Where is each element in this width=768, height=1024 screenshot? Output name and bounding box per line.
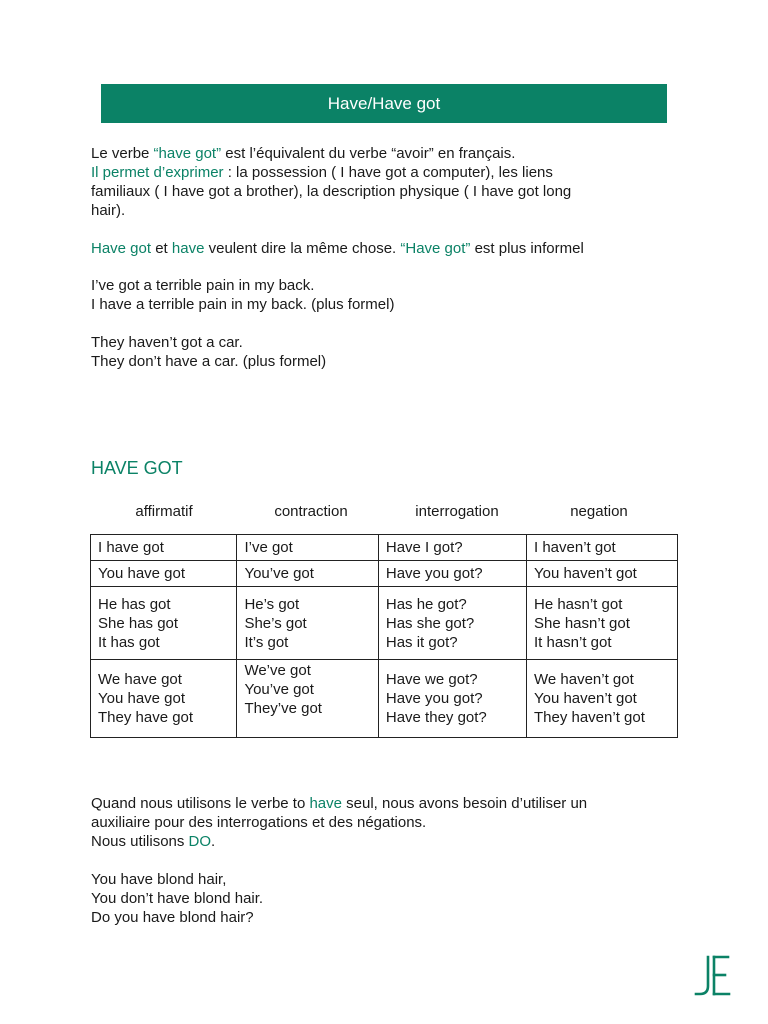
highlight-have-alone: have (309, 795, 342, 812)
example-line: They haven’t got a car. (91, 334, 243, 351)
table-column-headers (91, 503, 678, 523)
table-cell: You haven’t got (526, 561, 677, 587)
table-cell: You’ve got (237, 561, 378, 587)
section-title: HAVE GOT (91, 458, 183, 478)
table-cell: We’ve got You’ve got They’ve got (237, 660, 378, 738)
examples-hair (91, 870, 691, 927)
have-alone-paragraph: Quand nous utilisons le verbe to have seul, nous avons besoin d’utiliser un auxiliaire pour des interrogations et des négations. Nous utilisons DO. (91, 795, 588, 850)
table-row (91, 535, 678, 561)
table-row (91, 561, 678, 587)
highlight-do: DO (188, 833, 212, 850)
table-cell: Has he got? Has she got? Has it got? (378, 587, 526, 660)
table-cell: Have you got? (378, 561, 526, 587)
column-header: negation (570, 503, 628, 520)
table-cell: Have we got? Have you got? Have they got? (378, 660, 526, 738)
highlight-have-got-3: “Have got” (400, 240, 471, 257)
table-cell: I have got (91, 535, 237, 561)
examples-pain (91, 276, 691, 314)
examples-car (91, 333, 691, 371)
table-row (91, 587, 678, 660)
table-row (91, 660, 678, 738)
table-cell: Have I got? (378, 535, 526, 561)
table-cell: You have got (91, 561, 237, 587)
column-header: contraction (274, 503, 348, 520)
table-cell: We have got You have got They have got (91, 660, 237, 738)
table-cell: I’ve got (237, 535, 378, 561)
column-header: affirmatif (135, 503, 193, 520)
table-cell: I haven’t got (526, 535, 677, 561)
example-line: Do you have blond hair? (91, 909, 254, 926)
example-line: I’ve got a terrible pain in my back. (91, 277, 315, 294)
conjugation-table (90, 534, 678, 738)
column-header: interrogation (415, 503, 499, 520)
intro-line-4: hair). (91, 202, 126, 219)
intro-line-2: Il permet d’exprimer : la possession ( I have got a computer), les liens (91, 164, 553, 181)
intro-line-1: Le verbe “have got” est l’équivalent du verbe “avoir” en français. (91, 145, 516, 162)
table-cell: He’s got She’s got It’s got (237, 587, 378, 660)
highlight-permet: Il permet d’exprimer (91, 164, 224, 181)
example-line: I have a terrible pain in my back. (plus formel) (91, 296, 395, 313)
table-cell: We haven’t got You haven’t got They haven’t got (526, 660, 677, 738)
table-cell: He hasn’t got She hasn’t got It hasn’t got (526, 587, 677, 660)
intro-line-3: familiaux ( I have got a brother), la description physique ( I have got long (91, 183, 572, 200)
table-cell: He has got She has got It has got (91, 587, 237, 660)
highlight-have-got-2: Have got (91, 240, 152, 257)
page-title-banner (101, 84, 667, 123)
highlight-have-got: “have got” (153, 145, 222, 162)
intro-paragraph (91, 144, 691, 220)
page-title: Have/Have got (327, 93, 441, 113)
example-line: They don’t have a car. (plus formel) (91, 353, 327, 370)
compare-paragraph: Have got et have veulent dire la même chose. “Have got” est plus informel (91, 240, 584, 257)
je-logo-icon (692, 954, 732, 998)
example-line: You don’t have blond hair. (91, 890, 264, 907)
highlight-have: have (171, 240, 205, 257)
example-line: You have blond hair, (91, 871, 227, 888)
je-monogram-logo (692, 954, 732, 998)
